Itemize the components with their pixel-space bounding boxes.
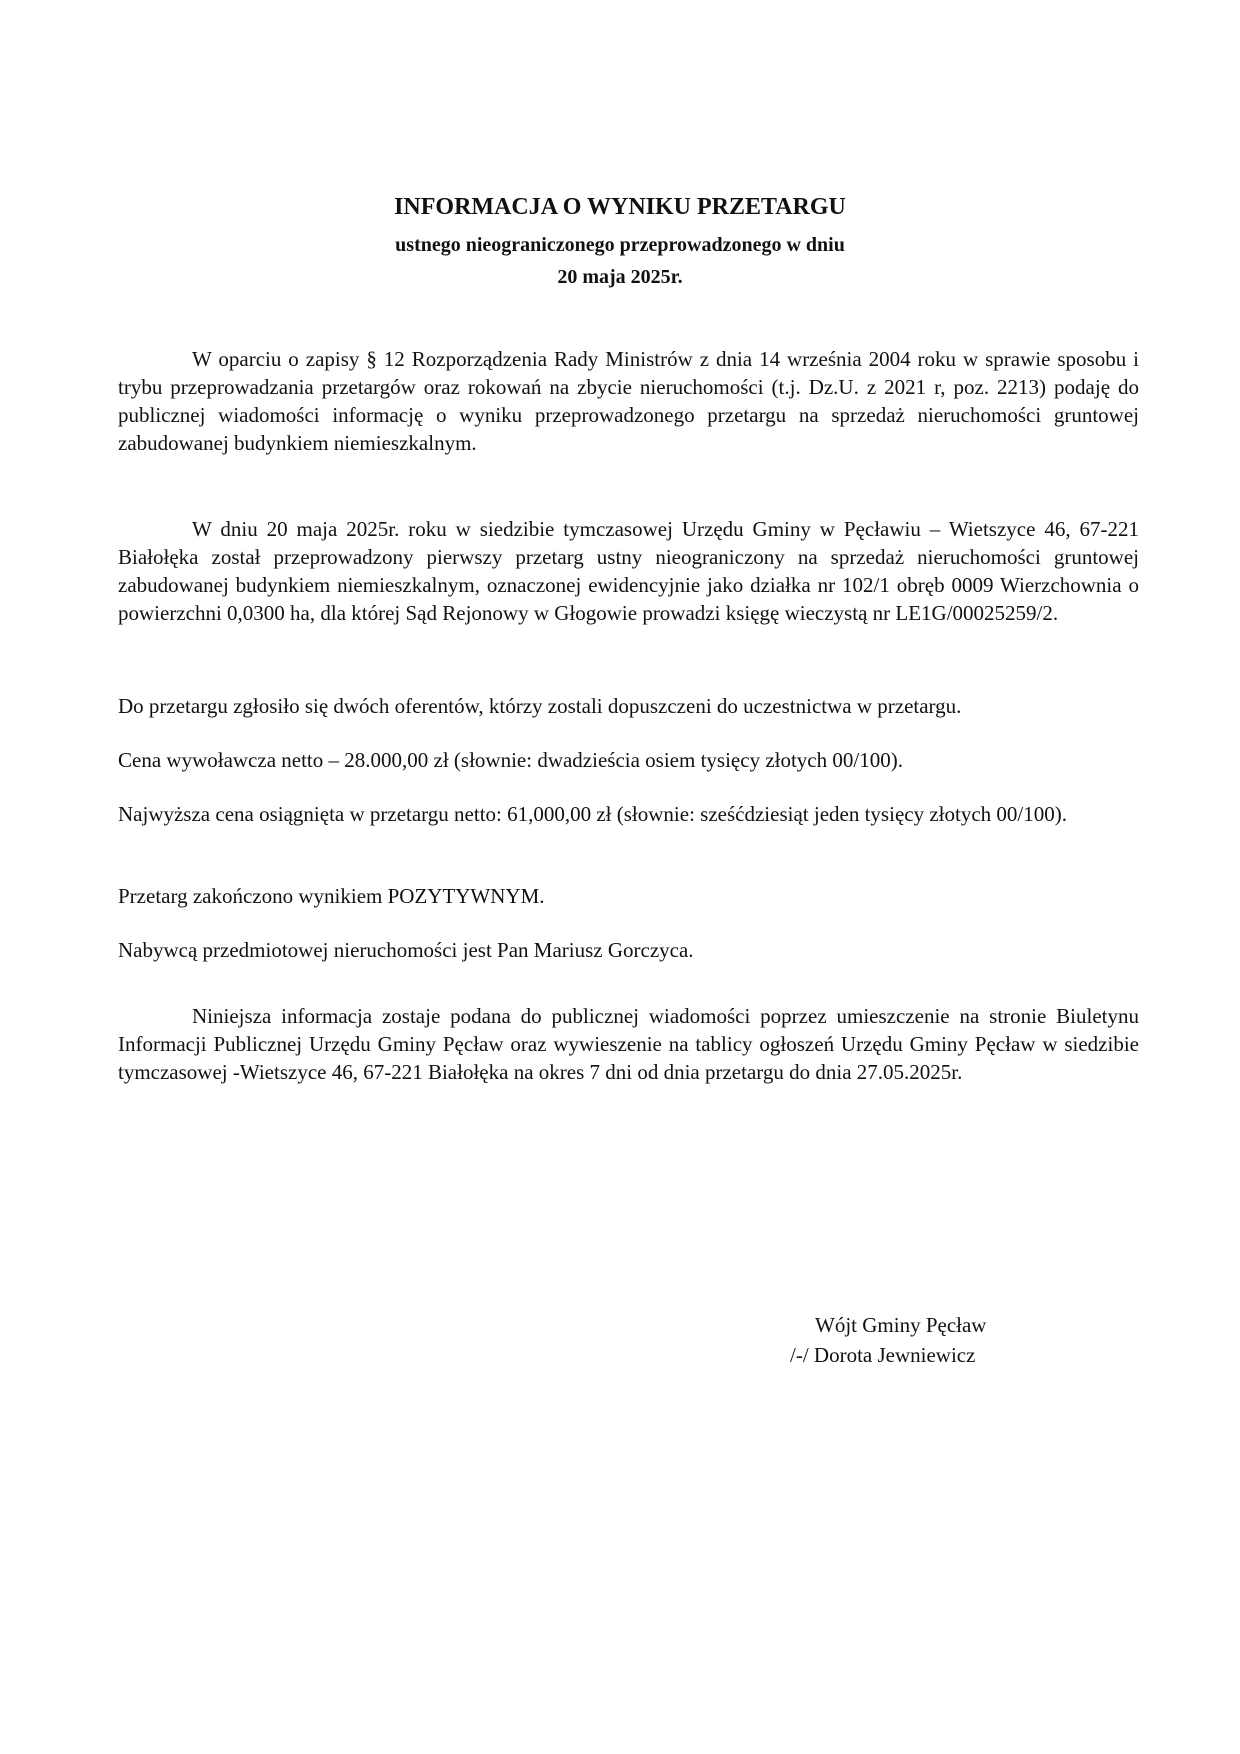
- paragraph-result: Przetarg zakończono wynikiem POZYTYWNYM.: [118, 884, 545, 908]
- signature-block: [790, 1310, 986, 1370]
- signature-name: /-/ Dorota Jewniewicz: [790, 1343, 976, 1367]
- paragraph-publication: Niniejsza informacja zostaje podana do publicznej wiadomości poprzez umieszczenie na stronie Biuletynu Informacji Publicznej Urzędu Gminy Pęcław oraz wywieszenie na tablicy ogłoszeń Urzędu Gminy Pęcław w siedzibie tymczasowej -Wietszyce 46, 67-221 Białołęka na okres 7 dni od dnia przetargu do dnia 27.05.2025r.: [118, 1004, 1139, 1084]
- paragraph-bidders: Do przetargu zgłosiło się dwóch oferentów, którzy zostali dopuszczeni do uczestnictwa w przetargu.: [118, 694, 962, 718]
- document-subtitle-line-1: ustnego nieograniczonego przeprowadzonego w dniu: [395, 234, 845, 256]
- document-title: INFORMACJA O WYNIKU PRZETARGU: [394, 194, 846, 220]
- paragraph-legal-basis: W oparciu o zapisy § 12 Rozporządzenia Rady Ministrów z dnia 14 września 2004 roku w sprawie sposobu i trybu przeprowadzania przetargów oraz rokowań na zbycie nieruchomości (t.j. Dz.U. z 2021 r, poz. 2213) podaję do publicznej wiadomości informację o wyniku przeprowadzonego przetargu na sprzedaż nieruchomości gruntowej zabudowanej budynkiem niemieszkalnym.: [118, 347, 1139, 455]
- paragraph-auction-details: W dniu 20 maja 2025r. roku w siedzibie tymczasowej Urzędu Gminy w Pęcławiu – Wietszyce 46, 67-221 Białołęka został przeprowadzony pierwszy przetarg ustny nieograniczony na sprzedaż nieruchomości gruntowej zabudowanej budynkiem niemieszkalnym, oznaczonej ewidencyjnie jako działka nr 102/1 obręb 0009 Wierzchownia o powierzchni 0,0300 ha, dla której Sąd Rejonowy w Głogowie prowadzi księgę wieczystą nr LE1G/00025259/2.: [118, 517, 1139, 625]
- document-subtitle-date: 20 maja 2025r.: [557, 266, 683, 288]
- signature-role: Wójt Gminy Pęcław: [815, 1313, 987, 1337]
- paragraph-highest-price: Najwyższa cena osiągnięta w przetargu netto: 61,000,00 zł (słownie: sześćdziesiąt jeden tysięcy złotych 00/100).: [118, 802, 1067, 826]
- paragraph-buyer: Nabywcą przedmiotowej nieruchomości jest Pan Mariusz Gorczyca.: [118, 938, 694, 962]
- paragraph-starting-price: Cena wywoławcza netto – 28.000,00 zł (słownie: dwadzieścia osiem tysięcy złotych 00/100).: [118, 748, 903, 772]
